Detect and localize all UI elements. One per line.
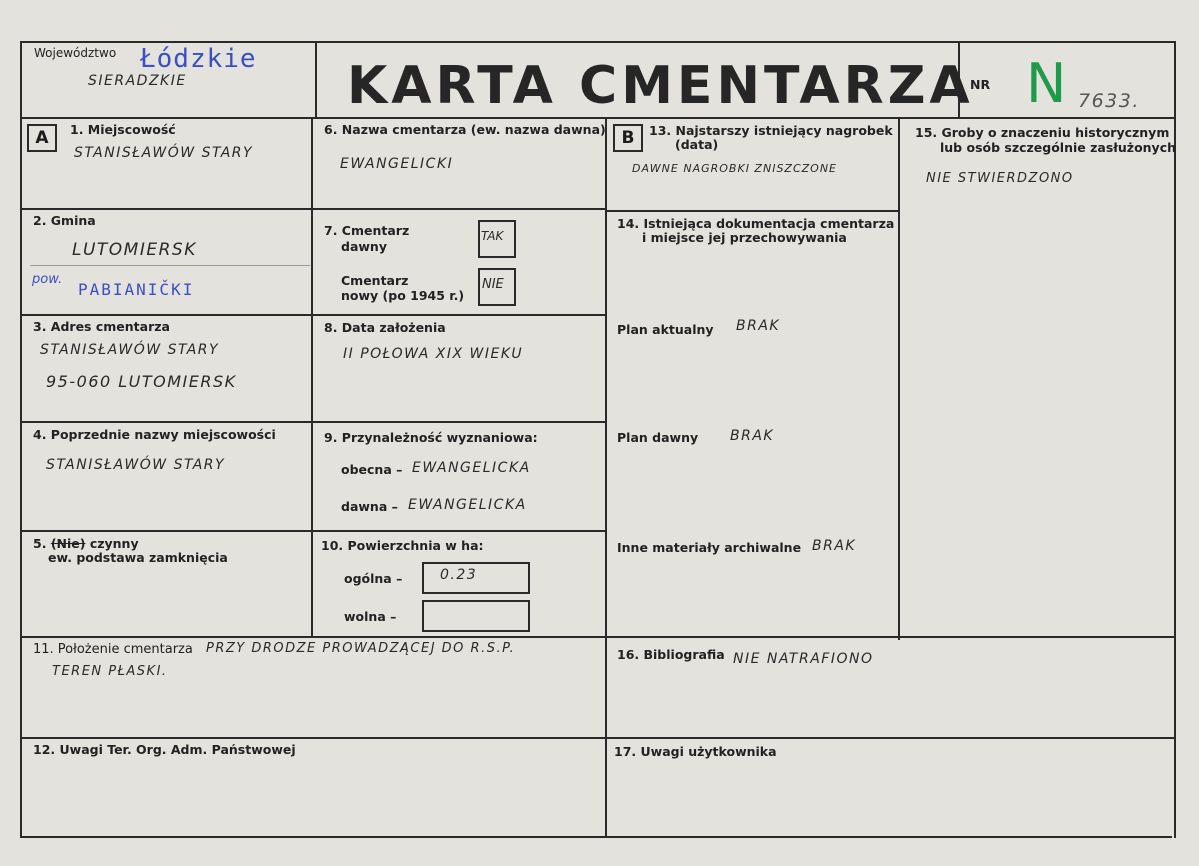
wolna-box (422, 600, 530, 632)
nr-value: 7633. (1078, 90, 1140, 112)
col-divider-1 (311, 117, 313, 638)
powierzchnia-label: 10. Powierzchnia w ha: (321, 538, 484, 553)
col-divider-3 (898, 117, 900, 640)
row-line-4 (20, 530, 607, 532)
row-line-5 (20, 636, 1176, 638)
nr-label: NR (970, 77, 991, 92)
frame-top (20, 41, 1176, 43)
data-zalozenia-label: 8. Data założenia (324, 320, 446, 335)
groby-label-1: 15. Groby o znaczeniu historycznym (915, 125, 1170, 140)
section-a-marker: A (27, 124, 57, 152)
row-line-6 (20, 737, 1176, 739)
inne-label: Inne materiały archiwalne (617, 540, 802, 555)
cmentarz-dawny-label: dawny (341, 239, 387, 254)
wolna-label: wolna – (344, 609, 397, 624)
gmina-label: 2. Gmina (33, 213, 96, 228)
czynny-struck: (Nie) (50, 536, 86, 551)
ogolna-value: 0.23 (440, 567, 478, 583)
przynaleznosc-label: 9. Przynależność wyznaniowa: (324, 430, 538, 445)
nazwa-label: 6. Nazwa cmentarza (ew. nazwa dawna) (324, 122, 606, 137)
frame-left (20, 41, 22, 838)
polozenie-line1: PRZY DRODZE PROWADZĄCEJ DO R.S.P. (206, 641, 516, 656)
adres-line2: 95-060 LUTOMIERSK (46, 372, 237, 391)
plan-dawny-label: Plan dawny (617, 430, 699, 445)
plan-aktualny-value: BRAK (736, 318, 781, 334)
dawna-value: EWANGELICKA (408, 497, 527, 513)
inne-value: BRAK (812, 538, 857, 554)
uwagi-ter-label: 12. Uwagi Ter. Org. Adm. Państwowej (33, 742, 296, 757)
nr-stamp: N (1026, 52, 1067, 115)
polozenie-line2: TEREN PŁASKI. (52, 664, 168, 679)
frame-bottom (20, 836, 1172, 838)
cmentarz-nowy-label2: nowy (po 1945 r.) (341, 288, 465, 303)
dokumentacja-label-1: 14. Istniejąca dokumentacja cmentarza (617, 216, 895, 231)
poprzednie-value: STANISŁAWÓW STARY (46, 457, 226, 473)
row-line-b1 (605, 210, 900, 212)
gmina-value: LUTOMIERSK (72, 240, 197, 260)
czynny-label-line2: ew. podstawa zamknięcia (48, 550, 228, 565)
miejscowosc-label: 1. Miejscowość (70, 122, 176, 137)
dawny-value: TAK (481, 229, 504, 243)
polozenie-label: 11. Położenie cmentarza (33, 642, 193, 657)
plan-aktualny-label: Plan aktualny (617, 322, 714, 337)
dawna-label: dawna – (341, 499, 398, 514)
nowy-value: NIE (482, 277, 504, 292)
czynny-rest: czynny (85, 536, 139, 551)
row-line-3 (20, 421, 607, 423)
cmentarz-label: 7. Cmentarz (324, 223, 410, 238)
miejscowosc-value: STANISŁAWÓW STARY (74, 145, 254, 161)
adres-line1: STANISŁAWÓW STARY (40, 342, 220, 358)
row-line-1 (20, 208, 607, 210)
data-zalozenia-value: II POŁOWA XIX WIEKU (343, 346, 524, 362)
nagrobek-label-1: 13. Najstarszy istniejący nagrobek (649, 123, 893, 138)
groby-label-2: lub osób szczególnie zasłużonych (940, 140, 1177, 155)
pow-value: PABIANIČKI (78, 280, 195, 299)
adres-label: 3. Adres cmentarza (33, 319, 170, 334)
row-line-2 (20, 314, 607, 316)
nagrobek-value: DAWNE NAGROBKI ZNISZCZONE (632, 162, 838, 175)
obecna-label: obecna – (341, 462, 403, 477)
dokumentacja-label-2: i miejsce jej przechowywania (642, 230, 847, 245)
card-title: KARTA CMENTARZA (347, 56, 974, 116)
groby-value: NIE STWIERDZONO (926, 171, 1074, 186)
czynny-label (33, 537, 139, 551)
ogolna-label: ogólna – (344, 571, 403, 586)
cmentarz-nowy-label: Cmentarz (341, 273, 409, 288)
wojewodztwo-label: Województwo (34, 46, 117, 60)
header-bottom-line (20, 117, 1176, 119)
header-divider-left (315, 41, 317, 119)
wojewodztwo-stamp: Łódzkie (140, 44, 257, 74)
pow-label: pow. (32, 272, 63, 287)
uwagi-uzytkownika-label: 17. Uwagi użytkownika (614, 744, 777, 759)
frame-right (1174, 41, 1176, 838)
bibliografia-label: 16. Bibliografia (617, 647, 725, 662)
poprzednie-label: 4. Poprzednie nazwy miejscowości (33, 427, 276, 442)
nazwa-value: EWANGELICKI (340, 156, 454, 172)
czynny-prefix: 5. (33, 536, 51, 551)
gmina-guide-line (30, 265, 310, 266)
wojewodztwo-value: SIERADZKIE (88, 73, 187, 89)
bibliografia-value: NIE NATRAFIONO (733, 651, 874, 667)
nagrobek-label-2: (data) (675, 137, 719, 152)
plan-dawny-value: BRAK (730, 428, 775, 444)
obecna-value: EWANGELICKA (412, 460, 531, 476)
col-divider-2 (605, 117, 607, 836)
section-b-marker: B (613, 124, 643, 152)
